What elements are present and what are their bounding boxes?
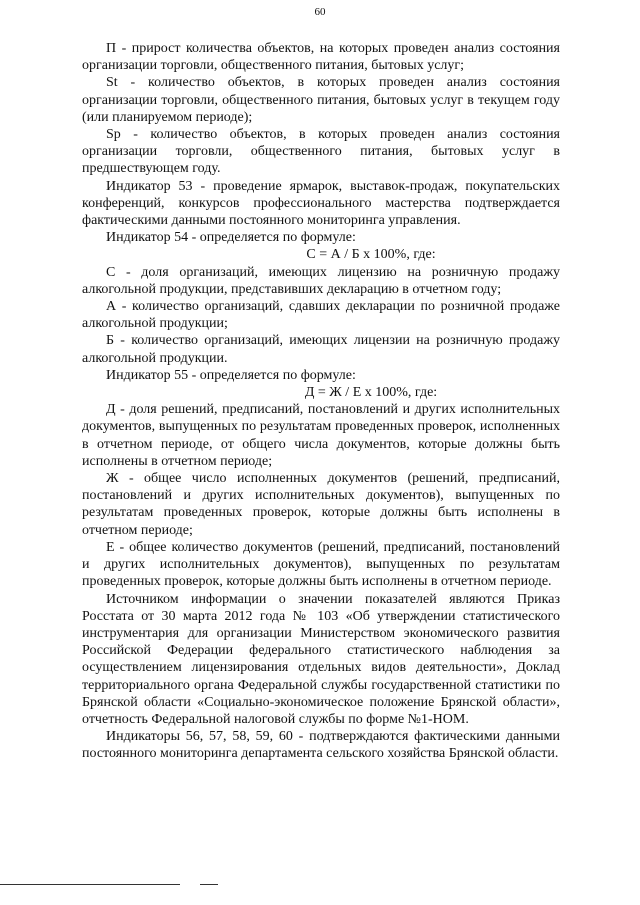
paragraph-c-definition: С - доля организаций, имеющих лицензию на розничную продажу алкогольной продукции, представивших декларацию в отчетном году; bbox=[82, 264, 560, 297]
paragraph-indicator-54: Индикатор 54 - определяется по формуле: bbox=[106, 230, 356, 246]
paragraph-indicator-55: Индикатор 55 - определяется по формуле: bbox=[106, 367, 356, 383]
paragraph-zh-definition: Ж - общее число исполненных документов (решений, предписаний, постановлений и других исполнительных документов), выпущенных по результатам проведенных проверок, которые должны быть исполнены в отчетном периоде; bbox=[82, 471, 560, 538]
paragraph-info-source: Источником информации о значении показателей являются Приказ Росстата от 30 марта 2012 года № 103 «Об утверждении статистического инструментария для организации Министерством экономического развития Российской Федерации федерального статистического наблюдения за осуществлением лицензирования отдельных видов деятельности», Доклад территориального органа Федеральной службы государственной статистики по Брянской области «Социально-экономическое положение Брянской области», отчетность Федеральной налоговой службы по форме №1-НОМ. bbox=[82, 591, 560, 727]
paragraph-p-definition: П - прирост количества объектов, на которых проведен анализ состояния организации торговли, общественного питания, бытовых услуг; bbox=[82, 41, 560, 74]
paragraph-a-definition: А - количество организаций, сдавших декларации по розничной продаже алкогольной продукции; bbox=[82, 299, 560, 332]
document-body bbox=[82, 40, 560, 763]
paragraph-e-definition: Е - общее количество документов (решений, предписаний, постановлений и других исполнительных документов), выпущенных по результатам проведенных проверок, которые должны быть исполнены в отчетном периоде. bbox=[82, 539, 560, 590]
paragraph-st-definition: St - количество объектов, в которых проведен анализ состояния организации торговли, общественного питания, бытовых услуг в текущем году (или планируемом периоде); bbox=[82, 75, 560, 125]
footer-mark bbox=[200, 884, 218, 885]
paragraph-d-definition: Д - доля решений, предписаний, постановлений и других исполнительных документов, выпущенных по результатам проведенных проверок, исполненных в отчетном периоде, от общего числа документов, которые должны быть исполнены в отчетном периоде; bbox=[82, 402, 560, 469]
footer-rule bbox=[0, 884, 180, 885]
paragraph-sp-definition: Sp - количество объектов, в которых проведен анализ состояния организации торговли, общественного питания, бытовых услуг в предшествующем году. bbox=[82, 127, 560, 177]
formula-indicator-54: С = А / Б х 100%, где: bbox=[306, 247, 436, 263]
paragraph-indicator-53: Индикатор 53 - проведение ярмарок, выставок-продаж, покупательских конференций, конкурсов профессионального мастерства подтверждается фактическими данными постоянного мониторинга управления. bbox=[82, 178, 560, 229]
page-number: 60 bbox=[314, 6, 326, 18]
paragraph-b-definition: Б - количество организаций, имеющих лицензии на розничную продажу алкогольной продукции. bbox=[82, 333, 560, 366]
formula-indicator-55: Д = Ж / Е х 100%, где: bbox=[304, 385, 438, 401]
paragraph-indicators-56-60: Индикаторы 56, 57, 58, 59, 60 - подтверждаются фактическими данными постоянного мониторинга департамента сельского хозяйства Брянской области. bbox=[82, 729, 560, 762]
